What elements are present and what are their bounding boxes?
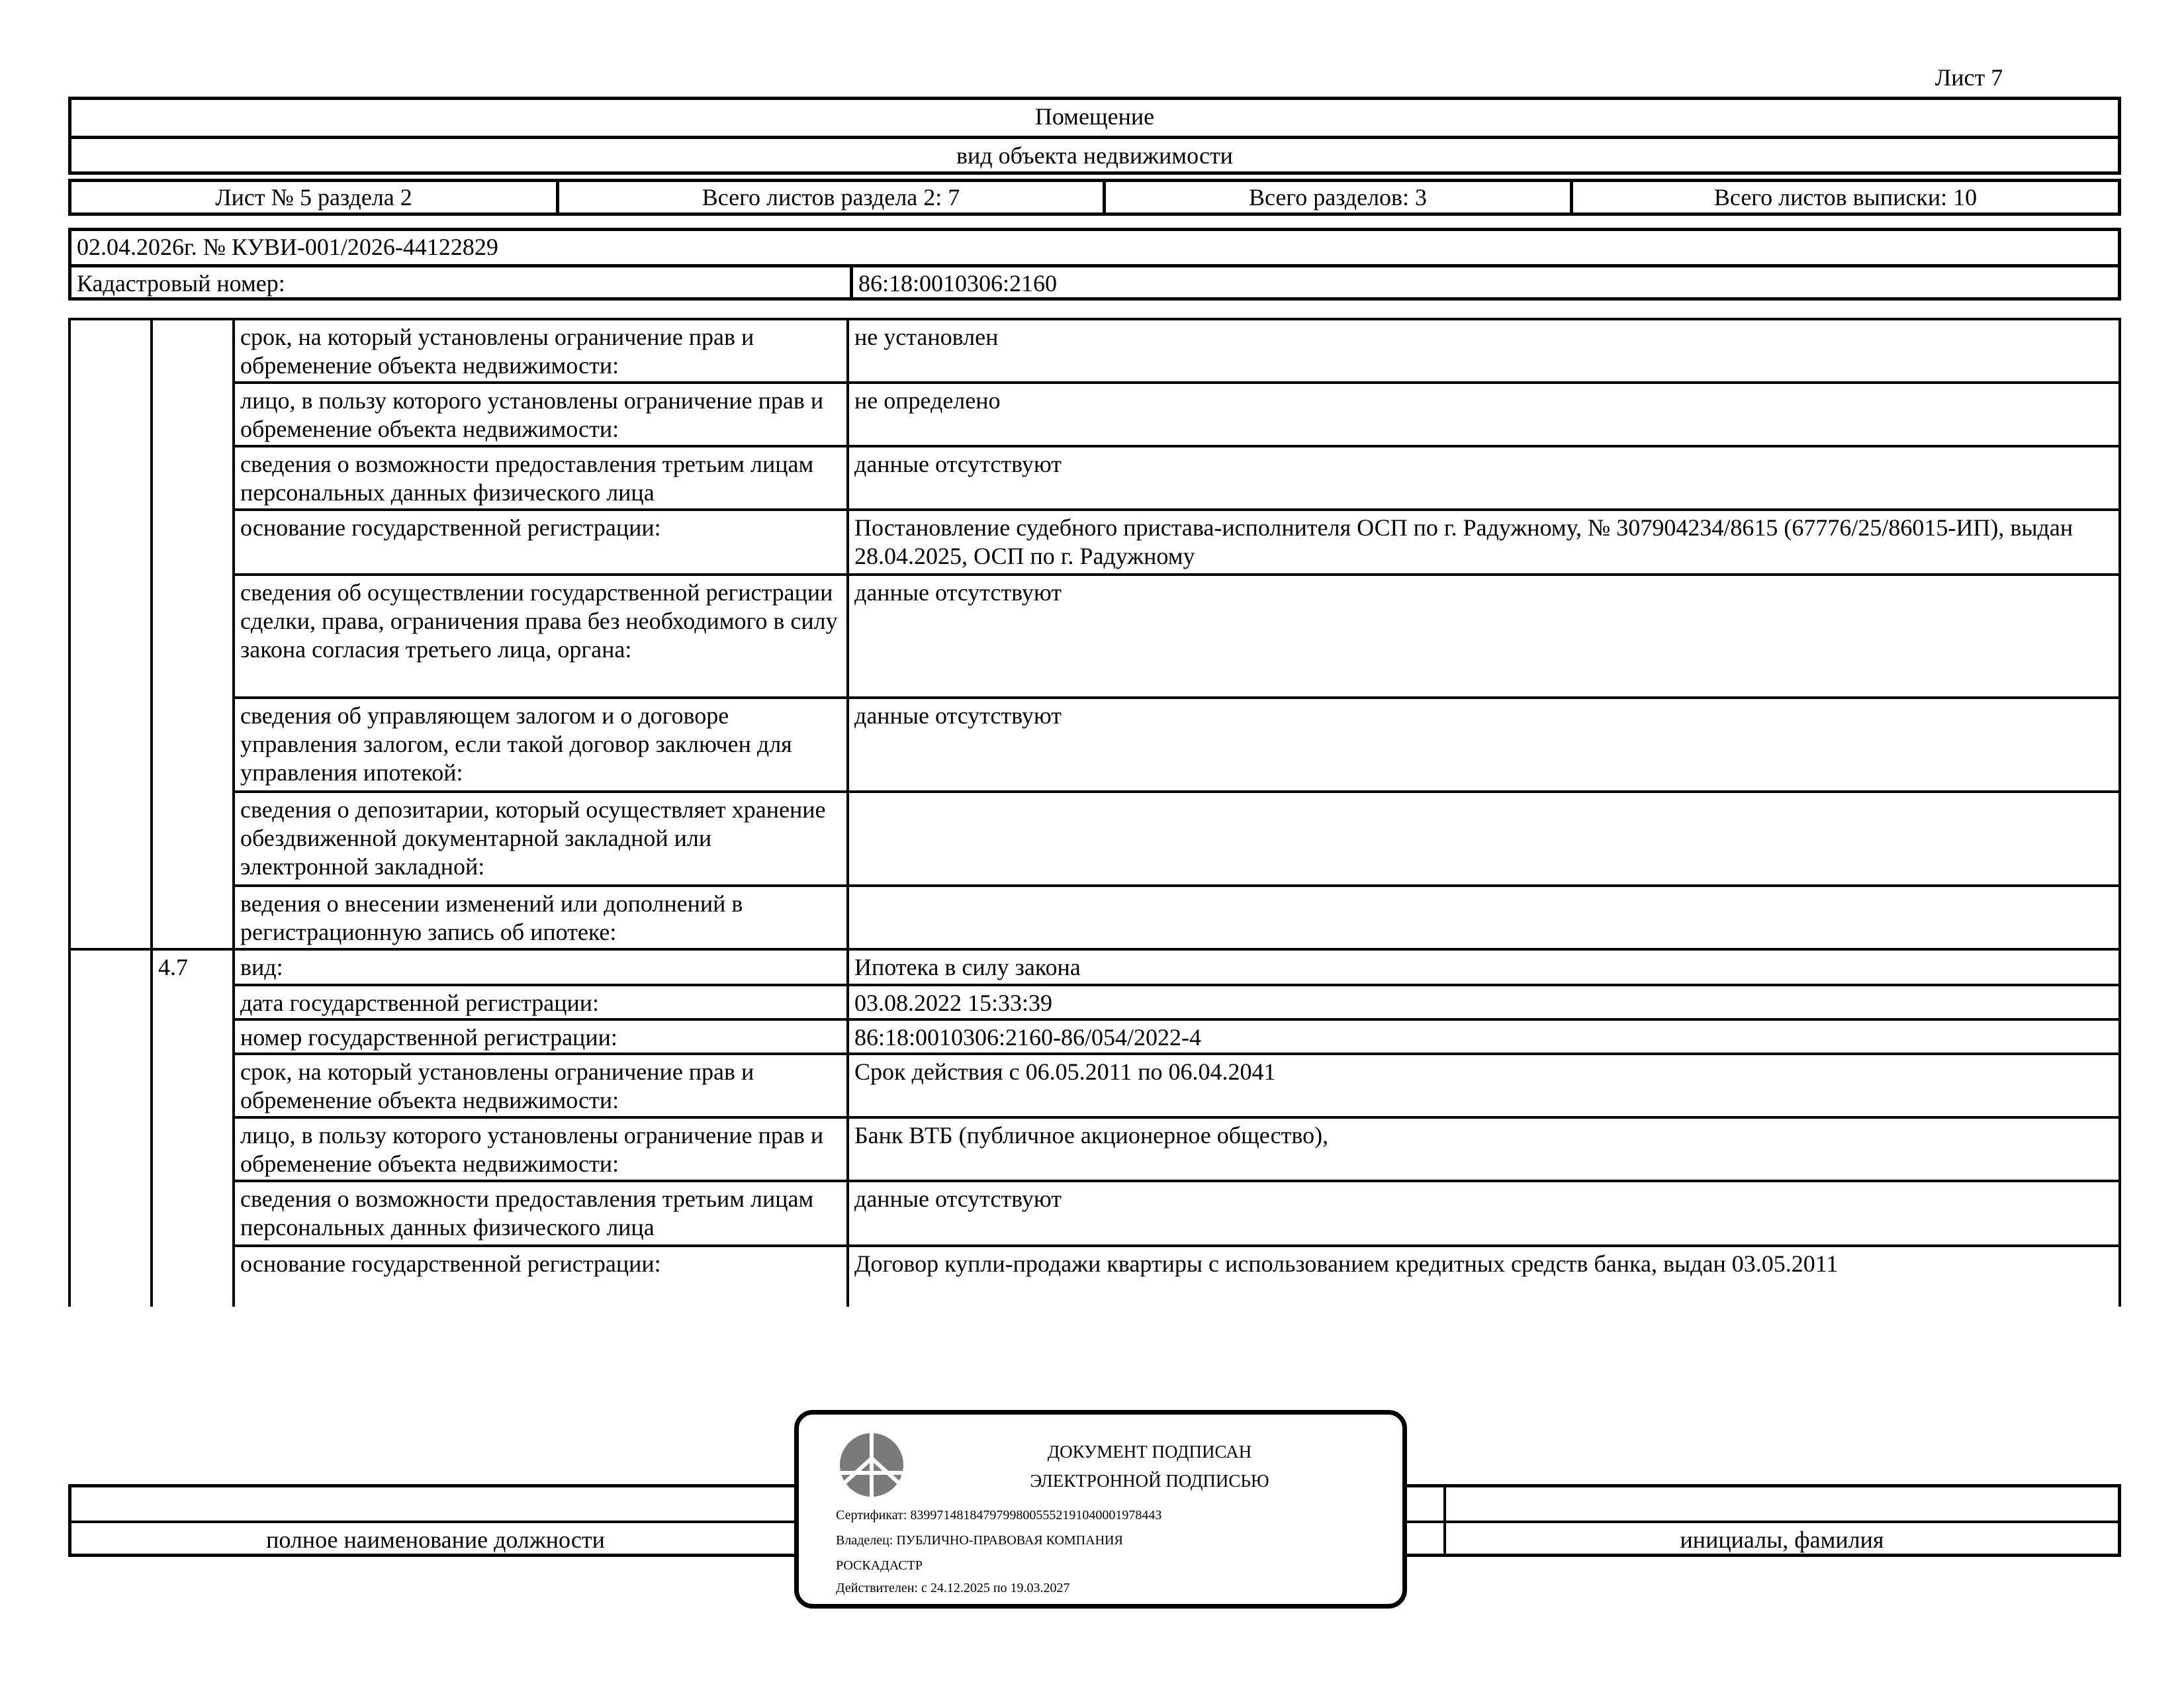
position-caption: полное наименование должности xyxy=(266,1526,605,1553)
date-number: 02.04.2026г. № КУВИ-001/2026-44122829 xyxy=(77,234,498,260)
row-label: сведения о депозитарии, который осуществляет хранение обездвиженной документарной закладной или электронной закладной: xyxy=(240,796,826,880)
row-label: срок, на который установлены ограничение прав и обременение объекта недвижимости: xyxy=(240,324,754,379)
object-type-header xyxy=(68,97,2121,175)
row-label: дата государственной регистрации: xyxy=(240,990,600,1016)
electronic-signature-stamp xyxy=(794,1410,1407,1609)
row-value: Банк ВТБ (публичное акционерное общество), xyxy=(854,1122,1329,1149)
table-row-line xyxy=(232,1180,2121,1182)
row-value: данные отсутствуют xyxy=(854,702,1062,729)
table-row-line xyxy=(68,948,2121,951)
row-value: Срок действия с 06.05.2011 по 06.04.2041 xyxy=(854,1058,1276,1085)
row-value: не определено xyxy=(854,387,1001,414)
table-row-line xyxy=(232,1244,2121,1247)
row-label: сведения о возможности предоставления третьим лицам персональных данных физического лица xyxy=(240,1186,814,1241)
row-value: 03.08.2022 15:33:39 xyxy=(854,990,1053,1016)
total-sheets-extract: Всего листов выписки: 10 xyxy=(1570,182,2118,212)
row-value: Ипотека в силу закона xyxy=(854,954,1081,980)
row-value: Договор купли-продажи квартиры с использованием кредитных средств банка, выдан 03.05.2011 xyxy=(854,1250,1839,1277)
row-label: лицо, в пользу которого установлены ограничение прав и обременение объекта недвижимости: xyxy=(240,1122,824,1177)
row-label: сведения об управляющем залогом и о договоре управления залогом, если такой договор заключен для управления ипотекой: xyxy=(240,702,792,786)
table-row-line xyxy=(232,445,2121,447)
table-column-line xyxy=(68,318,71,1307)
row-label: номер государственной регистрации: xyxy=(240,1024,617,1051)
table-row-line xyxy=(232,508,2121,511)
table-row-line xyxy=(232,573,2121,576)
table-row-line xyxy=(232,1116,2121,1119)
sheet-counts xyxy=(68,179,2121,216)
row-number: 4.7 xyxy=(158,954,188,980)
stamp-line-1: ДОКУМЕНТ ПОДПИСАН xyxy=(1047,1442,1252,1462)
table-column-line xyxy=(150,318,153,1307)
object-type-caption: вид объекта недвижимости xyxy=(71,136,2118,171)
table-row-line xyxy=(232,984,2121,986)
total-sections: Всего разделов: 3 xyxy=(1103,182,1570,212)
total-sheets-section: Всего листов раздела 2: 7 xyxy=(556,182,1103,212)
row-label: ведения о внесении изменений или дополнений в регистрационную запись об ипотеке: xyxy=(240,890,743,945)
table-row-line xyxy=(232,884,2121,887)
row-value: данные отсутствуют xyxy=(854,1186,1062,1212)
encumbrance-table xyxy=(68,318,2121,1307)
stamp-owner-2: РОСКАДАСТР xyxy=(836,1558,923,1573)
stamp-certificate: Сертификат: 8399714818479799800555219104000197844З xyxy=(836,1508,1162,1523)
object-type: Помещение xyxy=(1034,103,1155,130)
table-row-line xyxy=(232,1018,2121,1021)
row-value: данные отсутствуют xyxy=(854,451,1062,477)
stamp-line-2: ЭЛЕКТРОННОЙ ПОДПИСЬЮ xyxy=(1030,1471,1269,1491)
table-row-line xyxy=(232,696,2121,699)
row-value: не установлен xyxy=(854,324,999,350)
table-row-line xyxy=(232,1053,2121,1055)
row-value: Постановление судебного пристава-исполнителя ОСП по г. Радужному, № 307904234/8615 (67776/25/86015-ИП), выдан 28.04.2025, ОСП по г. Радужному xyxy=(854,514,2073,569)
table-row-line xyxy=(68,318,2121,320)
table-row-line xyxy=(232,381,2121,384)
row-value: данные отсутствуют xyxy=(854,579,1062,606)
table-row-line xyxy=(232,790,2121,793)
row-label: основание государственной регистрации: xyxy=(240,1250,661,1277)
sheet-label: Лист 7 xyxy=(1934,64,2003,91)
stamp-owner-1: Владелец: ПУБЛИЧНО-ПРАВОВАЯ КОМПАНИЯ xyxy=(836,1533,1123,1548)
table-column-line xyxy=(2118,318,2121,1307)
row-label: сведения о возможности предоставления третьим лицам персональных данных физического лица xyxy=(240,451,814,506)
row-label: сведения об осуществлении государственной регистрации сделки, права, ограничения права без необходимого в силу закона согласия третьего лица, органа: xyxy=(240,579,838,663)
row-label: основание государственной регистрации: xyxy=(240,514,661,541)
cadastral-label: Кадастровый номер: xyxy=(77,270,285,297)
cadastral-number: 86:18:0010306:2160 xyxy=(850,267,2118,297)
document-info xyxy=(68,228,2121,301)
sheet-of-section: Лист № 5 раздела 2 xyxy=(215,184,412,211)
row-label: срок, на который установлены ограничение прав и обременение объекта недвижимости: xyxy=(240,1058,754,1113)
row-value: 86:18:0010306:2160-86/054/2022-4 xyxy=(854,1024,1201,1051)
row-label: лицо, в пользу которого установлены ограничение прав и обременение объекта недвижимости: xyxy=(240,387,824,442)
stamp-valid: Действителен: с 24.12.2025 по 19.03.2027 xyxy=(836,1581,1070,1595)
rosreestr-logo-icon xyxy=(839,1432,905,1498)
row-label: вид: xyxy=(240,954,283,980)
name-caption: инициалы, фамилия xyxy=(1680,1526,1884,1553)
